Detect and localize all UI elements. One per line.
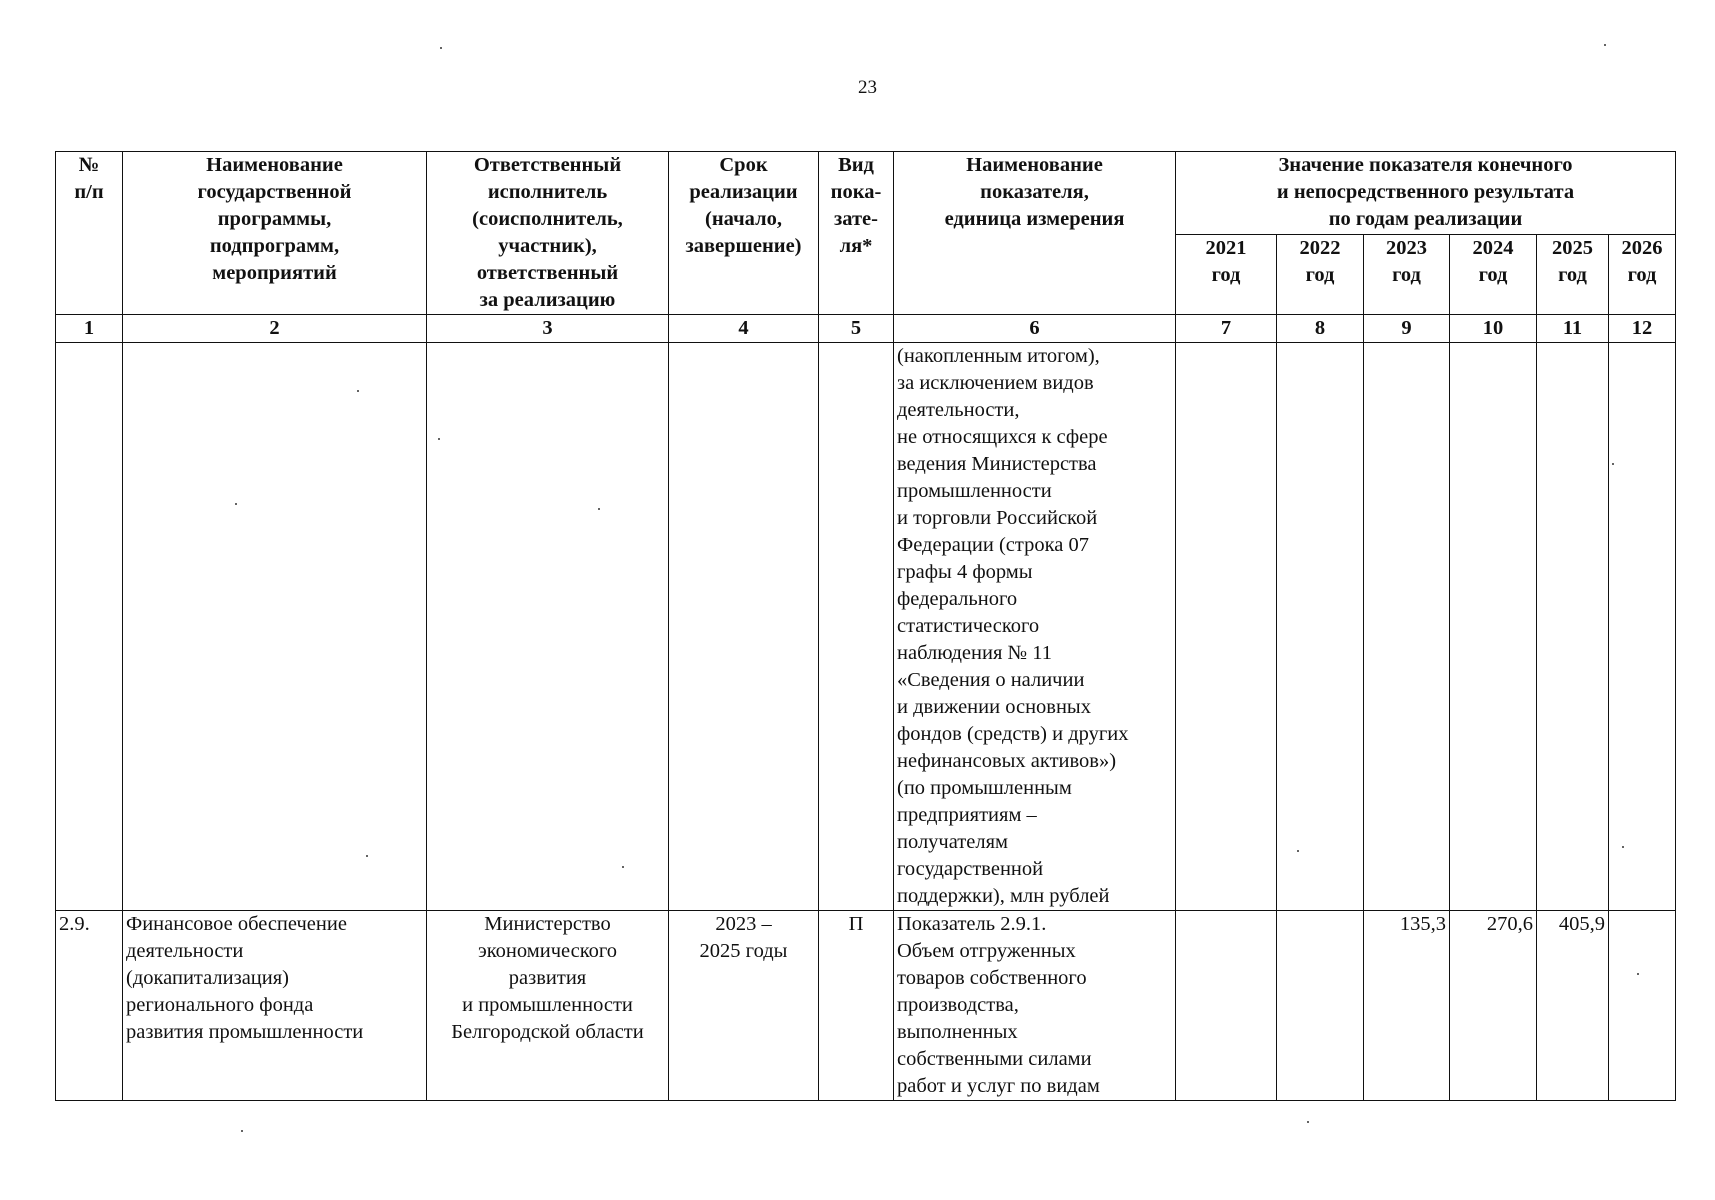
column-number: 10 [1450, 315, 1537, 343]
column-number: 7 [1176, 315, 1277, 343]
column-number: 11 [1537, 315, 1609, 343]
scan-speck [241, 1130, 243, 1132]
indicator-type-cell [819, 343, 894, 911]
header-year-2026: 2026 год [1609, 235, 1676, 315]
column-number: 5 [819, 315, 894, 343]
scan-speck [357, 390, 359, 392]
indicator-name-cell: (накопленным итогом), за исключением видов деятельности, не относящихся к сфере ведения Министерства промышленности и торговли Российской Федерации (строка 07 графы 4 формы федерального статистического наблюдения № 11 «Сведения о наличии и движении основных фондов (средств) и других нефинансовых активов») (по промышленным предприятиям – получателям государственной поддержки), млн рублей [894, 343, 1176, 911]
value-2026-cell [1609, 911, 1676, 1101]
value-2021-cell [1176, 911, 1277, 1101]
column-number: 12 [1609, 315, 1676, 343]
value-2024-cell [1450, 343, 1537, 911]
header-period: Срок реализации (начало, завершение) [669, 152, 819, 315]
column-number: 8 [1277, 315, 1364, 343]
scan-speck [1307, 1121, 1309, 1123]
value-2026-cell [1609, 343, 1676, 911]
header-executor: Ответственный исполнитель (соисполнитель, участник), ответственный за реализацию [427, 152, 669, 315]
column-number: 6 [894, 315, 1176, 343]
header-program-name: Наименование государственной программы, подпрограмм, мероприятий [123, 152, 427, 315]
header-indicator-type: Вид пока- зате- ля* [819, 152, 894, 315]
scan-speck [622, 866, 624, 868]
executor-cell [427, 343, 669, 911]
header-indicator-name: Наименование показателя, единица измерения [894, 152, 1176, 315]
value-2021-cell [1176, 343, 1277, 911]
scan-speck [1604, 44, 1606, 46]
scan-speck [440, 47, 442, 49]
table-row [56, 911, 1676, 1101]
program-table [55, 151, 1676, 1101]
scan-speck [1637, 973, 1639, 975]
indicator-name-cell: Показатель 2.9.1. Объем отгруженных товаров собственного производства, выполненных собственными силами работ и услуг по видам [894, 911, 1176, 1101]
value-2025-cell: 405,9 [1537, 911, 1609, 1101]
column-number: 2 [123, 315, 427, 343]
value-2022-cell [1277, 911, 1364, 1101]
row-number-cell: 2.9. [56, 911, 123, 1101]
scan-speck [598, 508, 600, 510]
column-number: 1 [56, 315, 123, 343]
value-2023-cell: 135,3 [1364, 911, 1450, 1101]
header-year-2022: 2022 год [1277, 235, 1364, 315]
scan-speck [1612, 463, 1614, 465]
header-values-group: Значение показателя конечного и непосредственного результата по годам реализации [1176, 152, 1676, 235]
header-year-2021: 2021 год [1176, 235, 1277, 315]
row-number-cell [56, 343, 123, 911]
header-year-2023: 2023 год [1364, 235, 1450, 315]
column-number: 4 [669, 315, 819, 343]
program-name-cell [123, 343, 427, 911]
scan-speck [438, 438, 440, 440]
value-2022-cell [1277, 343, 1364, 911]
scan-speck [1622, 846, 1624, 848]
table-row [56, 343, 1676, 911]
column-numbers-row [56, 315, 1676, 343]
period-cell [669, 343, 819, 911]
scan-speck [235, 503, 237, 505]
period-cell: 2023 – 2025 годы [669, 911, 819, 1101]
header-row [56, 152, 1676, 235]
scan-speck [366, 855, 368, 857]
executor-cell: Министерство экономического развития и промышленности Белгородской области [427, 911, 669, 1101]
value-2025-cell [1537, 343, 1609, 911]
value-2023-cell [1364, 343, 1450, 911]
header-year-2024: 2024 год [1450, 235, 1537, 315]
program-name-cell: Финансовое обеспечение деятельности (докапитализация) регионального фонда развития промышленности [123, 911, 427, 1101]
indicator-type-cell: П [819, 911, 894, 1101]
header-year-2025: 2025 год [1537, 235, 1609, 315]
value-2024-cell: 270,6 [1450, 911, 1537, 1101]
scan-speck [1297, 850, 1299, 852]
page-number: 23 [858, 77, 877, 98]
column-number: 3 [427, 315, 669, 343]
column-number: 9 [1364, 315, 1450, 343]
header-number: № п/п [56, 152, 123, 315]
